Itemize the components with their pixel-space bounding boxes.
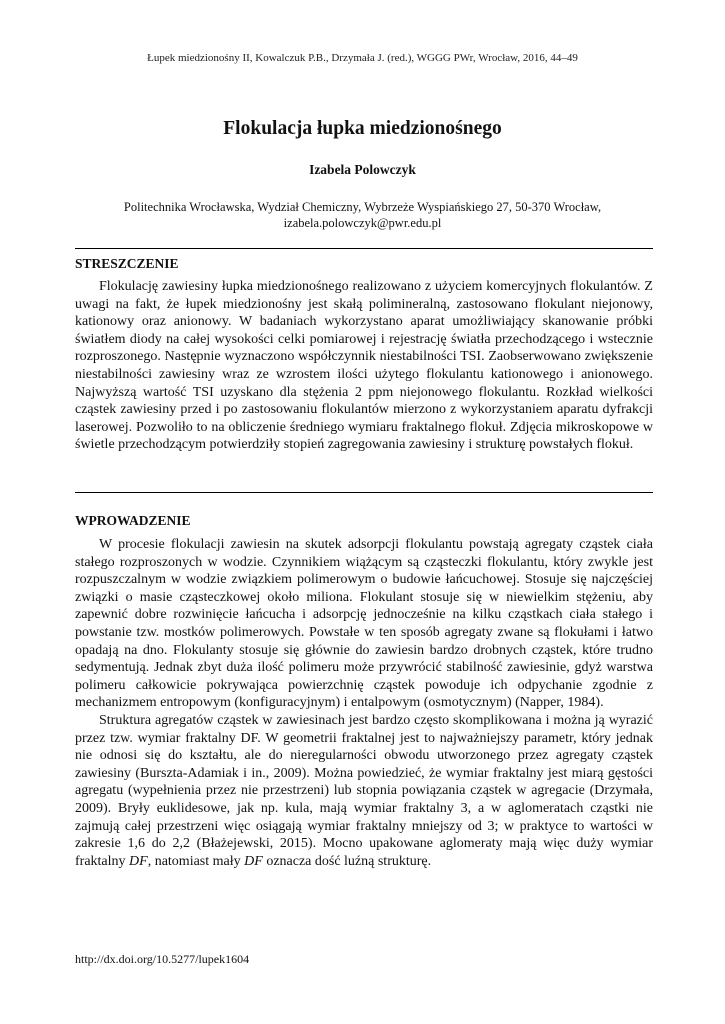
affiliation-address: Politechnika Wrocławska, Wydział Chemiczny, Wybrzeże Wyspiańskiego 27, 50-370 Wrocław, bbox=[123, 200, 602, 214]
introduction-heading: WPROWADZENIE bbox=[75, 513, 191, 528]
introduction-paragraph-2 bbox=[75, 712, 653, 870]
affiliation-email[interactable]: izabela.polowczyk@pwr.edu.pl bbox=[283, 216, 442, 230]
author-affiliation bbox=[60, 199, 665, 231]
divider-top bbox=[75, 248, 653, 249]
abstract-body bbox=[75, 278, 653, 454]
p2-df-term-1: DF bbox=[129, 853, 148, 869]
author-name: Izabela Polowczyk bbox=[309, 162, 416, 177]
paper-title: Flokulacja łupka miedzionośnego bbox=[223, 118, 502, 139]
abstract-paragraph: Flokulację zawiesiny łupka miedzionośnego realizowano z użyciem komercyjnych flokulantów. Z uwagi na fakt, że łupek miedzionośny jest skałą polimineralną, zastosowano flokulant niejonowy, kationowy oraz anionowy. W badaniach wykorzystano aparat umożliwiający skanowanie próbki światłem diody na całej wysokości celki pomiarowej i rejestrację światła przechodzącego i wstecznie rozproszonego. Następnie wyznaczono współczynnik niestabilności TSI. Zaobserwowano zwiększenie niestabilności zawiesiny wraz ze wzrostem ilości użytego flokulantu kationowego i anionowego. Najwyższą wartość TSI uzyskano dla stężenia 2 ppm niejonowego flokulantu. Rozkład wielkości cząstek zawiesiny przed i po zastosowaniu flokulantów mierzono z wykorzystaniem aparatu dyfrakcji laserowej. Pozwoliło to na obliczenie średniego wymiaru fraktalnego flokuł. Zdjęcia mikroskopowe w świetle przechodzącym potwierdziły stopień zagregowania zawiesiny i strukturę powstałych flokuł. bbox=[75, 279, 653, 453]
doi-link[interactable]: http://dx.doi.org/10.5277/lupek1604 bbox=[75, 952, 250, 966]
p2-text-3: oznacza dość luźną strukturę. bbox=[262, 853, 432, 869]
introduction-paragraph-1: W procesie flokulacji zawiesin na skutek adsorpcji flokulantu powstają agregaty cząstek ciała stałego rozproszonych w wodzie. Czynnikiem wiążącym są cząsteczki flokulantu, który zwykle jest rozpuszczalnym w wodzie związkiem polimerowym o budowie łańcuchowej. Stosuje się najczęściej związki o masie cząsteczkowej około miliona. Flokulant stosuje się w niewielkim stężeniu, aby zapewnić dobre rozwinięcie łańcucha i adsorpcję jednocześnie na kilku cząstkach ciała stałego i powstanie tzw. mostków polimerowych. Powstałe w ten sposób agregaty zwane są flokułami i łatwo opadają na dno. Flokulanty stosuje się głównie do zawiesin bardzo drobnych cząstek, które trudno sedymentują. Jednak zbyt duża ilość polimeru może przywrócić stabilność zawiesinie, gdyż warstwa polimeru całkowicie pokrywająca powierzchnię cząstek powoduje ich odpychanie zgodnie z mechanizmem entropowym (konfiguracyjnym) i entalpowym (osmotycznym) (Napper, 1984). bbox=[75, 537, 653, 711]
running-header: Łupek miedzionośny II, Kowalczuk P.B., Drzymała J. (red.), WGGG PWr, Wrocław, 2016, 44–49 bbox=[147, 52, 578, 64]
p2-df-term-2: DF bbox=[244, 853, 263, 869]
divider-bottom bbox=[75, 492, 653, 493]
abstract-heading: STRESZCZENIE bbox=[75, 256, 179, 271]
introduction-body bbox=[75, 536, 653, 870]
p2-text-1: Struktura agregatów cząstek w zawiesinach jest bardzo często skomplikowana i można ją wyrazić przez tzw. wymiar fraktalny DF. W geometrii fraktalnej jest to najważniejszy parametr, który jednak nie odnosi się do kształtu, ale do nieregularności obwodu utworzonego przez agregaty cząstek zawiesiny (Burszta-Adamiak i in., 2009). Można powiedzieć, że wymiar fraktalny jest miarą gęstości agregatu (wypełnienia przez nie przestrzeni) lub stopnia powiązania cząstek w agregacie (Drzymała, 2009). Bryły euklidesowe, jak np. kula, mają wymiar fraktalny 3, a w aglomeratach cząstki nie zajmują całej przestrzeni więc osiągają wymiar fraktalny mniejszy od 3; w praktyce to wartości w zakresie 1,6 do 2,2 (Błażejewski, 2015). Mocno upakowane aglomeraty mają więc duży wymiar fraktalny bbox=[75, 712, 653, 869]
p2-text-2: , natomiast mały bbox=[147, 853, 245, 869]
